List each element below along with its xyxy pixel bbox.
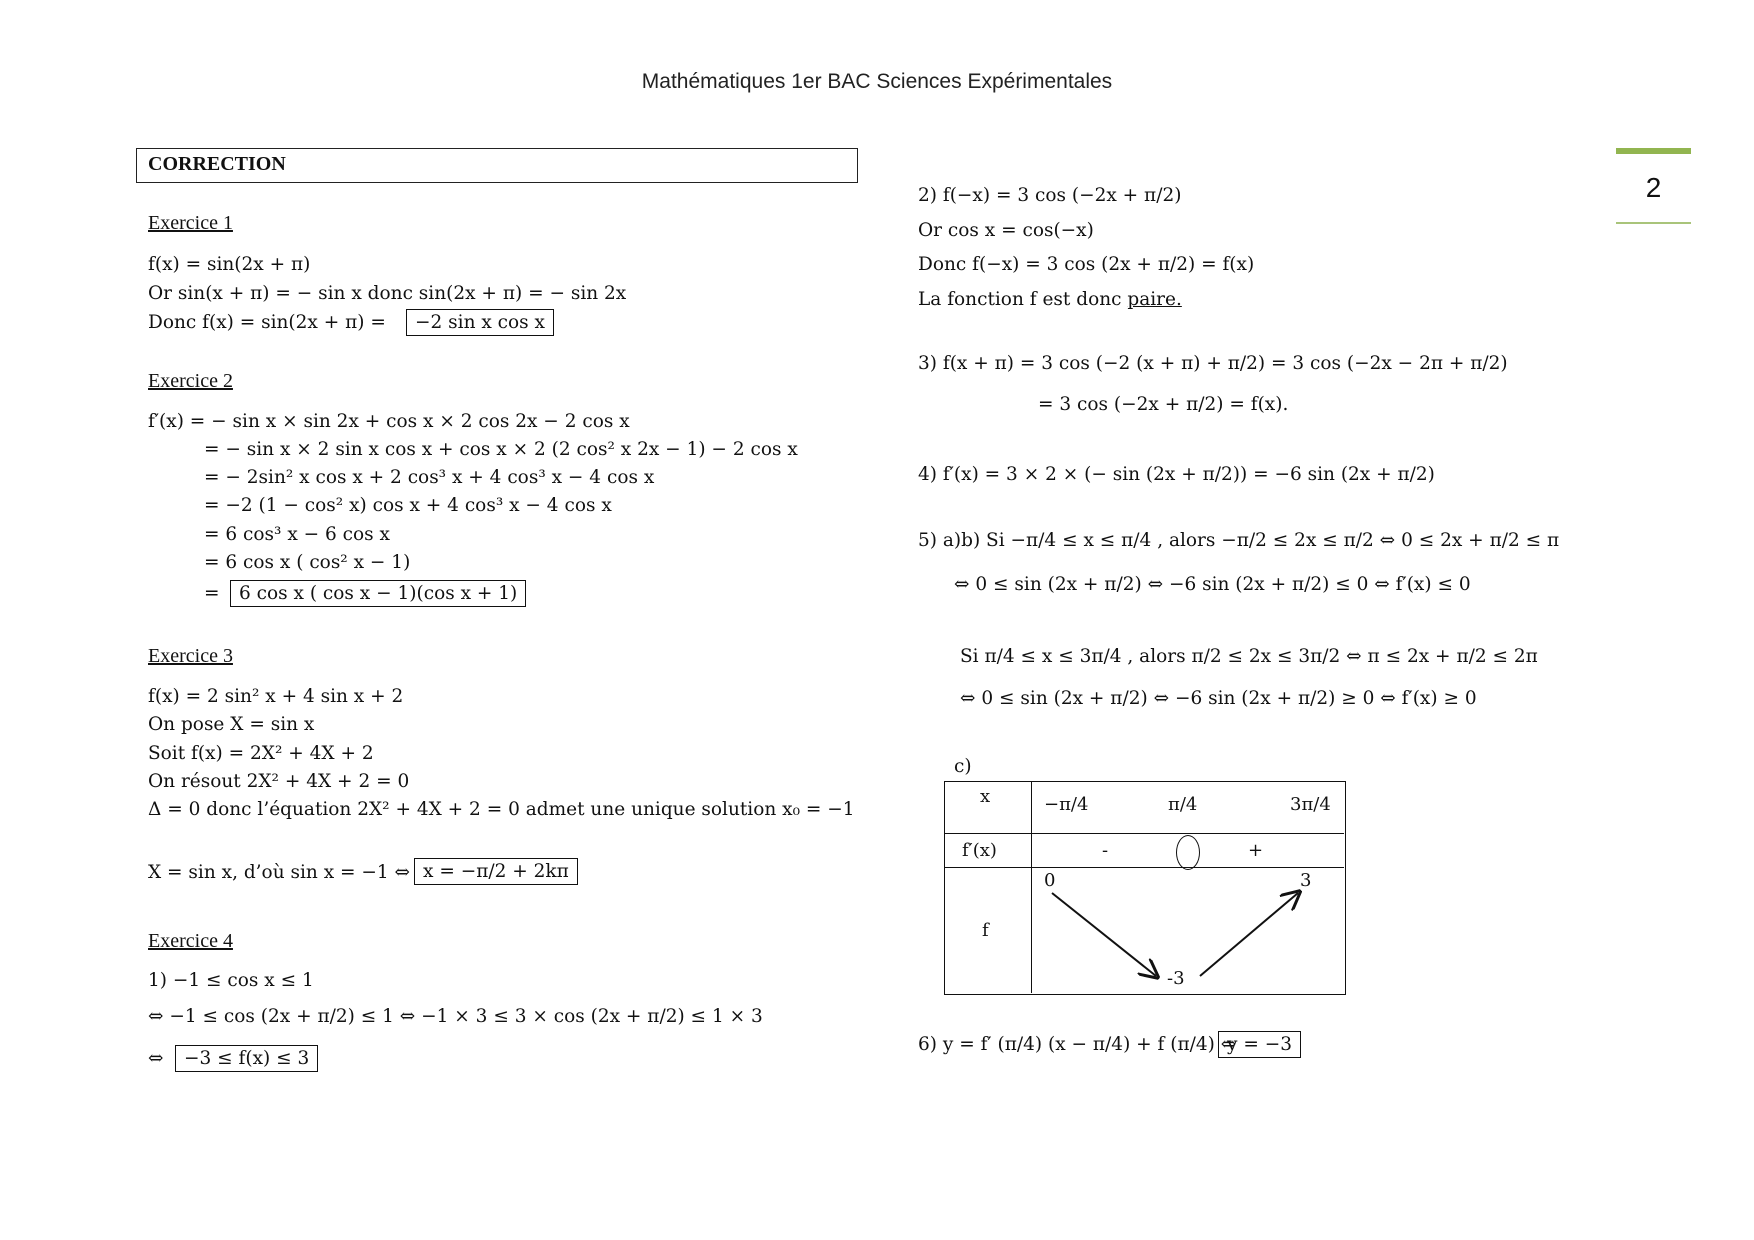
table-f-value: -3 xyxy=(1167,968,1185,989)
ex3-line: Δ = 0 donc l’équation 2X² + 4X + 2 = 0 admet une unique solution x₀ = −1 xyxy=(148,799,855,820)
table-row-fprime-label: f′(x) xyxy=(962,840,997,861)
ex4-line: 1) −1 ≤ cos x ≤ 1 xyxy=(148,970,314,991)
ex2-line: f′(x) = − sin x × sin 2x + cos x × 2 cos 2x − 2 cos x xyxy=(148,411,630,432)
q6-boxed-result: y = −3 xyxy=(1218,1031,1301,1058)
ex2-line: = − 2sin² x cos x + 2 cos³ x + 4 cos³ x − 4 cos x xyxy=(204,467,655,488)
correction-title: CORRECTION xyxy=(148,153,286,175)
ex3-line: Soit f(x) = 2X² + 4X + 2 xyxy=(148,743,374,764)
variation-arrows xyxy=(944,781,1344,993)
table-x-value: −π/4 xyxy=(1044,794,1089,815)
ex4-boxed-result: −3 ≤ f(x) ≤ 3 xyxy=(175,1045,318,1072)
q5-line: 5) a)b) Si −π/4 ≤ x ≤ π/4 , alors −π/2 ≤ 2x ≤ π/2 ⇔ 0 ≤ 2x + π/2 ≤ π xyxy=(918,530,1560,551)
table-x-value: 3π/4 xyxy=(1290,794,1331,815)
exercise-3-title: Exercice 3 xyxy=(148,645,233,667)
increasing-arrow xyxy=(1200,893,1298,976)
page-number-bar xyxy=(1616,148,1691,154)
ex2-line: = −2 (1 − cos² x) cos x + 4 cos³ x − 4 cos x xyxy=(204,495,612,516)
q5-line: ⇔ 0 ≤ sin (2x + π/2) ⇔ −6 sin (2x + π/2) ≥ 0 ⇔ f′(x) ≥ 0 xyxy=(960,688,1477,709)
ex2-line: = xyxy=(204,583,220,604)
q2-line: La fonction f est donc paire. xyxy=(918,289,1182,310)
ex2-line: = − sin x × 2 sin x cos x + cos x × 2 (2 cos² x 2x − 1) − 2 cos x xyxy=(204,439,798,460)
ex1-line: Donc f(x) = sin(2x + π) = xyxy=(148,312,386,333)
ex4-line: ⇔ −1 ≤ cos (2x + π/2) ≤ 1 ⇔ −1 × 3 ≤ 3 × cos (2x + π/2) ≤ 1 × 3 xyxy=(148,1006,763,1027)
exercise-1-title: Exercice 1 xyxy=(148,212,233,234)
table-row-f-label: f xyxy=(982,920,989,941)
ex3-line: On résout 2X² + 4X + 2 = 0 xyxy=(148,771,410,792)
page-number-divider xyxy=(1616,222,1691,224)
ex1-boxed-result: −2 sin x cos x xyxy=(406,309,554,336)
q3-line: = 3 cos (−2x + π/2) = f(x). xyxy=(1038,394,1289,415)
table-f-value: 3 xyxy=(1300,870,1312,891)
ex3-boxed-result: x = −π/2 + 2kπ xyxy=(414,858,578,885)
q2-line: 2) f(−x) = 3 cos (−2x + π/2) xyxy=(918,185,1182,206)
ex2-boxed-result: 6 cos x ( cos x − 1)(cos x + 1) xyxy=(230,580,526,607)
table-sign: - xyxy=(1102,840,1109,861)
q5-line: Si π/4 ≤ x ≤ 3π/4 , alors π/2 ≤ 2x ≤ 3π/2 ⇔ π ≤ 2x + π/2 ≤ 2π xyxy=(960,646,1538,667)
ex3-line: On pose X = sin x xyxy=(148,714,315,735)
table-x-value: π/4 xyxy=(1168,794,1198,815)
q6-line: 6) y = f′ (π/4) (x − π/4) + f (π/4) ⇔ xyxy=(918,1034,1237,1055)
ex2-line: = 6 cos³ x − 6 cos x xyxy=(204,524,390,545)
q2-line: Donc f(−x) = 3 cos (2x + π/2) = f(x) xyxy=(918,254,1255,275)
decreasing-arrow xyxy=(1052,893,1156,976)
table-f-value: 0 xyxy=(1044,870,1056,891)
ex2-line: = 6 cos x ( cos² x − 1) xyxy=(204,552,411,573)
ex1-line: Or sin(x + π) = − sin x donc sin(2x + π) = − sin 2x xyxy=(148,283,627,304)
ex1-line: f(x) = sin(2x + π) xyxy=(148,254,311,275)
q2-line: Or cos x = cos(−x) xyxy=(918,220,1094,241)
exercise-2-title: Exercice 2 xyxy=(148,370,233,392)
table-row-x-label: x xyxy=(980,786,991,807)
q4-line: 4) f′(x) = 3 × 2 × (− sin (2x + π/2)) = −6 sin (2x + π/2) xyxy=(918,464,1435,485)
ex3-line: X = sin x, d’où sin x = −1 ⇔ xyxy=(148,862,411,883)
q5c-label: c) xyxy=(954,756,972,777)
page-number: 2 xyxy=(1645,172,1662,203)
table-sign: + xyxy=(1248,840,1264,861)
exercise-4-title: Exercice 4 xyxy=(148,930,233,952)
q5-line: ⇔ 0 ≤ sin (2x + π/2) ⇔ −6 sin (2x + π/2) ≤ 0 ⇔ f′(x) ≤ 0 xyxy=(954,574,1471,595)
q3-line: 3) f(x + π) = 3 cos (−2 (x + π) + π/2) = 3 cos (−2x − 2π + π/2) xyxy=(918,353,1508,374)
page-header: Mathématiques 1er BAC Sciences Expérimentales xyxy=(641,70,1113,93)
ex4-line: ⇔ xyxy=(148,1048,164,1069)
ex3-line: f(x) = 2 sin² x + 4 sin x + 2 xyxy=(148,686,404,707)
